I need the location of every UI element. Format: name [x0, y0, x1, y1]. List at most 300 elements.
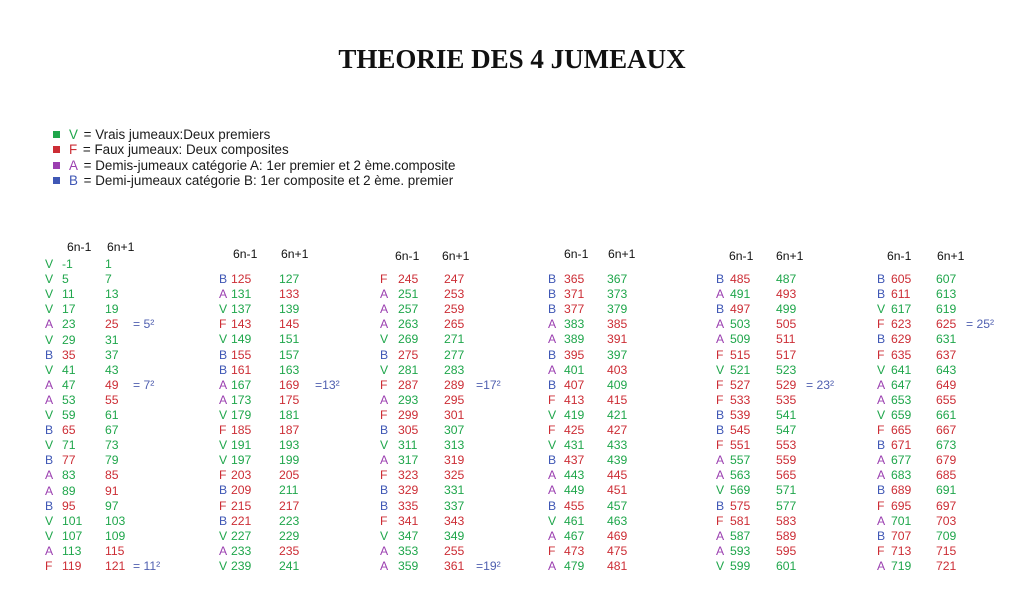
table-row	[548, 272, 678, 286]
value-6n-plus-1: 697	[936, 498, 957, 513]
value-6n-minus-1: 233	[231, 543, 252, 558]
twin-category: V	[45, 513, 54, 528]
table-row	[219, 348, 349, 362]
table-row	[219, 499, 349, 513]
value-6n-minus-1: 143	[231, 317, 252, 332]
value-6n-minus-1: 281	[398, 362, 419, 377]
column-header-6n-minus-1: 6n-1	[395, 249, 420, 263]
value-6n-plus-1: 115	[105, 543, 125, 558]
value-6n-plus-1: 67	[105, 423, 119, 438]
table-row	[716, 514, 846, 528]
twin-category: B	[716, 302, 725, 317]
table-row	[219, 529, 349, 543]
legend-code: B	[69, 172, 78, 188]
value-6n-plus-1: 685	[936, 468, 957, 483]
value-6n-plus-1: 181	[279, 407, 300, 422]
twin-category: A	[548, 528, 557, 543]
value-6n-plus-1: 139	[279, 302, 300, 317]
table-row	[219, 287, 349, 301]
table-row	[45, 333, 175, 347]
table-row	[380, 559, 510, 573]
twin-category: F	[380, 407, 388, 422]
legend-color-swatch	[53, 146, 60, 153]
value-6n-minus-1: 443	[564, 468, 585, 483]
value-6n-minus-1: -1	[62, 257, 73, 271]
table-row	[219, 393, 349, 407]
value-6n-plus-1: 43	[105, 362, 119, 377]
value-6n-plus-1: 643	[936, 362, 957, 377]
twin-category: A	[877, 377, 886, 392]
table-row	[716, 438, 846, 452]
twin-category: A	[716, 332, 725, 347]
value-6n-minus-1: 317	[398, 453, 419, 468]
value-6n-minus-1: 473	[564, 543, 585, 558]
value-6n-minus-1: 671	[891, 438, 912, 453]
value-6n-plus-1: 223	[279, 513, 300, 528]
table-row	[716, 393, 846, 407]
value-6n-minus-1: 509	[730, 332, 751, 347]
twin-category: V	[716, 483, 725, 498]
value-6n-minus-1: 221	[231, 513, 252, 528]
table-row	[380, 393, 510, 407]
column-header-6n-minus-1: 6n-1	[564, 247, 589, 261]
legend-code: V	[69, 127, 78, 142]
table-row	[219, 317, 349, 331]
table-row	[716, 468, 846, 482]
value-6n-plus-1: 187	[279, 423, 300, 437]
square-annotation: = 23²	[806, 377, 835, 392]
value-6n-minus-1: 371	[564, 287, 585, 302]
twin-category: B	[548, 302, 557, 317]
value-6n-plus-1: 241	[279, 558, 300, 573]
value-6n-minus-1: 605	[891, 272, 912, 286]
table-row	[716, 529, 846, 543]
value-6n-minus-1: 119	[62, 559, 82, 573]
twin-category: A	[716, 543, 725, 558]
table-row	[716, 559, 846, 573]
twin-category: A	[380, 558, 389, 573]
value-6n-minus-1: 581	[730, 513, 751, 528]
value-6n-minus-1: 215	[231, 498, 252, 513]
twin-category: F	[716, 438, 724, 453]
twin-category: B	[716, 407, 725, 422]
value-6n-plus-1: 529	[776, 377, 797, 392]
value-6n-minus-1: 713	[891, 543, 912, 558]
twin-category: A	[716, 528, 725, 543]
value-6n-minus-1: 35	[62, 347, 76, 362]
value-6n-plus-1: 619	[936, 302, 957, 317]
value-6n-plus-1: 55	[105, 392, 119, 407]
value-6n-minus-1: 209	[231, 483, 252, 498]
table-row	[877, 544, 1007, 558]
twin-category: V	[45, 528, 54, 543]
table-row	[716, 499, 846, 513]
table-row	[380, 468, 510, 482]
table-row	[219, 302, 349, 316]
table-row	[716, 302, 846, 316]
table-row	[877, 287, 1007, 301]
value-6n-plus-1: 667	[936, 423, 957, 437]
value-6n-plus-1: 361	[444, 558, 465, 573]
value-6n-minus-1: 455	[564, 498, 585, 513]
table-row	[380, 514, 510, 528]
value-6n-minus-1: 485	[730, 272, 751, 286]
value-6n-minus-1: 395	[564, 347, 585, 362]
table-row	[877, 317, 1007, 331]
table-row	[380, 317, 510, 331]
table-row	[716, 453, 846, 467]
value-6n-minus-1: 689	[891, 483, 912, 498]
table-row	[548, 499, 678, 513]
twin-category: B	[219, 272, 228, 286]
square-annotation: =17²	[476, 377, 501, 392]
value-6n-minus-1: 413	[564, 392, 585, 407]
table-row	[45, 559, 175, 573]
twin-category: B	[877, 332, 886, 347]
value-6n-minus-1: 497	[730, 302, 751, 317]
value-6n-minus-1: 389	[564, 332, 585, 347]
table-row	[380, 423, 510, 437]
table-row	[877, 559, 1007, 573]
value-6n-plus-1: 613	[936, 287, 957, 302]
value-6n-plus-1: 301	[444, 407, 465, 422]
value-6n-minus-1: 383	[564, 317, 585, 332]
table-row	[380, 453, 510, 467]
table-row	[45, 378, 175, 392]
value-6n-minus-1: 701	[891, 513, 912, 528]
square-annotation: = 25²	[966, 317, 995, 332]
value-6n-minus-1: 17	[62, 302, 76, 317]
value-6n-minus-1: 677	[891, 453, 912, 468]
twin-category: A	[45, 483, 54, 498]
table-row	[219, 514, 349, 528]
value-6n-plus-1: 439	[607, 453, 628, 468]
value-6n-minus-1: 635	[891, 347, 912, 362]
twin-category: V	[219, 332, 228, 347]
twin-category: F	[219, 468, 227, 483]
value-6n-plus-1: 523	[776, 362, 797, 377]
value-6n-plus-1: 109	[105, 528, 126, 543]
value-6n-minus-1: 467	[564, 528, 585, 543]
twin-category: V	[219, 528, 228, 543]
legend-item-f	[53, 142, 455, 157]
value-6n-plus-1: 217	[279, 498, 300, 513]
value-6n-plus-1: 169	[279, 377, 300, 392]
value-6n-minus-1: 665	[891, 423, 912, 437]
value-6n-plus-1: 91	[105, 483, 119, 498]
twin-category: B	[716, 272, 725, 286]
table-row	[716, 423, 846, 437]
column-header-6n-minus-1: 6n-1	[887, 249, 912, 263]
value-6n-plus-1: 277	[444, 347, 465, 362]
column-header-6n-plus-1: 6n+1	[107, 240, 135, 254]
twin-category: V	[45, 272, 54, 287]
twin-category: A	[45, 377, 54, 392]
twin-category: V	[380, 528, 389, 543]
twin-category: V	[548, 407, 557, 422]
twin-category: B	[45, 498, 54, 513]
twin-category: A	[548, 317, 557, 332]
value-6n-plus-1: 13	[105, 287, 119, 302]
table-row	[548, 423, 678, 437]
table-row	[548, 438, 678, 452]
value-6n-minus-1: 197	[231, 453, 252, 468]
table-row	[548, 514, 678, 528]
value-6n-minus-1: 251	[398, 287, 419, 302]
legend-item-a	[53, 158, 455, 173]
twin-category: V	[380, 332, 389, 347]
twin-category: F	[716, 377, 724, 392]
table-row	[548, 559, 678, 573]
table-row	[219, 272, 349, 286]
value-6n-plus-1: 547	[776, 423, 797, 437]
table-row	[380, 363, 510, 377]
value-6n-plus-1: 385	[607, 317, 628, 332]
square-annotation: =13²	[315, 377, 340, 392]
table-row	[877, 348, 1007, 362]
twin-category: V	[877, 302, 886, 317]
value-6n-plus-1: 553	[776, 438, 797, 453]
value-6n-plus-1: 721	[936, 558, 957, 573]
value-6n-plus-1: 637	[936, 347, 957, 362]
twin-category: A	[45, 392, 54, 407]
value-6n-minus-1: 83	[62, 468, 76, 483]
value-6n-plus-1: 343	[444, 513, 465, 528]
twin-category: V	[45, 408, 54, 422]
value-6n-plus-1: 325	[444, 468, 465, 483]
table-row	[716, 332, 846, 346]
twin-category: A	[380, 317, 389, 332]
twin-category: A	[877, 513, 886, 528]
value-6n-plus-1: 565	[776, 468, 797, 483]
value-6n-plus-1: 79	[105, 453, 119, 468]
value-6n-minus-1: 599	[730, 558, 751, 573]
twin-category: A	[45, 543, 54, 558]
value-6n-minus-1: 179	[231, 407, 252, 422]
value-6n-plus-1: 475	[607, 543, 628, 558]
twin-category: F	[380, 513, 388, 528]
value-6n-minus-1: 425	[564, 423, 585, 437]
table-row	[716, 287, 846, 301]
value-6n-minus-1: 551	[730, 438, 751, 453]
twin-category: V	[219, 453, 228, 468]
column-header-6n-minus-1: 6n-1	[233, 247, 258, 261]
value-6n-plus-1: 457	[607, 498, 628, 513]
value-6n-plus-1: 703	[936, 513, 957, 528]
value-6n-minus-1: 341	[398, 513, 419, 528]
twin-category: V	[877, 362, 886, 377]
twin-category: B	[548, 453, 557, 468]
twin-category: F	[716, 347, 724, 362]
value-6n-minus-1: 617	[891, 302, 912, 317]
square-annotation: = 7²	[133, 377, 155, 392]
table-row	[548, 302, 678, 316]
value-6n-plus-1: 85	[105, 468, 119, 483]
value-6n-minus-1: 173	[231, 392, 252, 407]
value-6n-plus-1: 247	[444, 272, 465, 286]
value-6n-plus-1: 283	[444, 362, 465, 377]
table-row	[45, 393, 175, 407]
legend-color-swatch	[53, 177, 60, 184]
twin-category: V	[548, 438, 557, 453]
twin-category: B	[380, 498, 389, 513]
table-row	[45, 408, 175, 422]
value-6n-plus-1: 127	[279, 272, 300, 286]
table-row	[219, 559, 349, 573]
value-6n-plus-1: 151	[279, 332, 300, 347]
value-6n-minus-1: 161	[231, 362, 252, 377]
value-6n-minus-1: 611	[891, 287, 911, 302]
value-6n-plus-1: 271	[444, 332, 465, 347]
value-6n-minus-1: 323	[398, 468, 419, 483]
value-6n-minus-1: 377	[564, 302, 585, 317]
table-row	[45, 438, 175, 452]
table-row	[877, 408, 1007, 422]
value-6n-plus-1: 193	[279, 438, 300, 453]
legend-item-v	[53, 127, 455, 142]
twin-category: V	[219, 438, 228, 453]
twin-category: A	[877, 392, 886, 407]
value-6n-minus-1: 329	[398, 483, 419, 498]
legend-code: F	[69, 142, 78, 158]
legend-code: A	[69, 157, 78, 173]
twin-category: B	[380, 483, 389, 498]
twin-category: B	[548, 287, 557, 302]
table-row	[548, 483, 678, 497]
table-row	[219, 438, 349, 452]
table-row	[45, 348, 175, 362]
value-6n-plus-1: 469	[607, 528, 628, 543]
value-6n-minus-1: 593	[730, 543, 751, 558]
value-6n-plus-1: 691	[936, 483, 957, 498]
value-6n-minus-1: 461	[564, 513, 585, 528]
table-row	[548, 287, 678, 301]
value-6n-plus-1: 373	[607, 287, 628, 302]
table-row	[548, 348, 678, 362]
value-6n-minus-1: 659	[891, 407, 912, 422]
table-row	[877, 499, 1007, 513]
value-6n-plus-1: 589	[776, 528, 797, 543]
twin-category: A	[716, 317, 725, 332]
twin-category: F	[380, 468, 388, 483]
table-row	[45, 272, 175, 286]
value-6n-minus-1: 155	[231, 347, 252, 362]
value-6n-minus-1: 59	[62, 408, 76, 422]
value-6n-plus-1: 433	[607, 438, 628, 453]
value-6n-minus-1: 569	[730, 483, 751, 498]
value-6n-plus-1: 559	[776, 453, 797, 468]
value-6n-plus-1: 133	[279, 287, 300, 302]
value-6n-minus-1: 107	[62, 528, 83, 543]
twin-category: B	[219, 362, 228, 377]
twin-category: A	[380, 392, 389, 407]
value-6n-plus-1: 595	[776, 543, 797, 558]
value-6n-minus-1: 359	[398, 558, 419, 573]
value-6n-minus-1: 41	[62, 362, 76, 377]
twin-category: A	[548, 332, 557, 347]
value-6n-plus-1: 37	[105, 347, 119, 362]
twin-category: F	[380, 272, 388, 286]
value-6n-minus-1: 53	[62, 392, 76, 407]
value-6n-plus-1: 331	[444, 483, 465, 498]
value-6n-minus-1: 431	[564, 438, 585, 453]
table-row	[548, 468, 678, 482]
value-6n-plus-1: 25	[105, 317, 119, 332]
table-row	[716, 408, 846, 422]
twin-category: V	[45, 438, 54, 453]
value-6n-minus-1: 491	[730, 287, 751, 302]
twin-category: A	[548, 468, 557, 483]
value-6n-plus-1: 265	[444, 317, 465, 332]
twin-category: B	[548, 498, 557, 513]
value-6n-plus-1: 31	[105, 332, 119, 347]
value-6n-minus-1: 575	[730, 498, 751, 513]
value-6n-plus-1: 577	[776, 498, 797, 513]
value-6n-plus-1: 49	[105, 377, 119, 392]
value-6n-plus-1: 307	[444, 423, 465, 437]
twin-category: A	[716, 453, 725, 468]
table-row	[45, 363, 175, 377]
table-row	[877, 514, 1007, 528]
table-row	[45, 423, 175, 437]
twin-category: F	[548, 392, 556, 407]
table-row	[219, 408, 349, 422]
value-6n-minus-1: 23	[62, 317, 76, 332]
twin-category: A	[716, 468, 725, 483]
value-6n-plus-1: 661	[936, 407, 957, 422]
twin-category: B	[877, 438, 886, 453]
twin-category: F	[716, 513, 724, 528]
table-row	[219, 483, 349, 497]
legend-description: = Vrais jumeaux:Deux premiers	[79, 127, 271, 142]
value-6n-plus-1: 175	[279, 392, 300, 407]
value-6n-plus-1: 103	[105, 513, 126, 528]
value-6n-minus-1: 275	[398, 347, 419, 362]
value-6n-minus-1: 269	[398, 332, 419, 347]
table-row	[45, 302, 175, 316]
value-6n-minus-1: 191	[231, 438, 252, 453]
value-6n-minus-1: 125	[231, 272, 252, 286]
value-6n-minus-1: 137	[231, 302, 252, 317]
twin-category: F	[548, 543, 556, 558]
value-6n-plus-1: 655	[936, 392, 957, 407]
column-header-6n-minus-1: 6n-1	[67, 240, 92, 254]
value-6n-plus-1: 463	[607, 513, 628, 528]
value-6n-minus-1: 227	[231, 528, 252, 543]
value-6n-plus-1: 715	[936, 543, 957, 558]
value-6n-plus-1: 19	[105, 302, 119, 317]
value-6n-plus-1: 255	[444, 543, 465, 558]
twin-category: F	[45, 559, 53, 573]
value-6n-minus-1: 5	[62, 272, 69, 287]
twin-category: F	[219, 498, 227, 513]
twin-category: B	[716, 498, 725, 513]
value-6n-plus-1: 583	[776, 513, 797, 528]
table-row	[45, 287, 175, 301]
value-6n-minus-1: 65	[62, 423, 76, 438]
value-6n-minus-1: 113	[62, 543, 82, 558]
table-row	[380, 348, 510, 362]
table-row	[380, 332, 510, 346]
value-6n-plus-1: 679	[936, 453, 957, 468]
value-6n-minus-1: 533	[730, 392, 751, 407]
table-row	[380, 499, 510, 513]
twin-category: A	[219, 392, 228, 407]
table-row	[380, 438, 510, 452]
value-6n-minus-1: 539	[730, 407, 751, 422]
twin-category: F	[877, 498, 885, 513]
twin-category: B	[877, 287, 886, 302]
